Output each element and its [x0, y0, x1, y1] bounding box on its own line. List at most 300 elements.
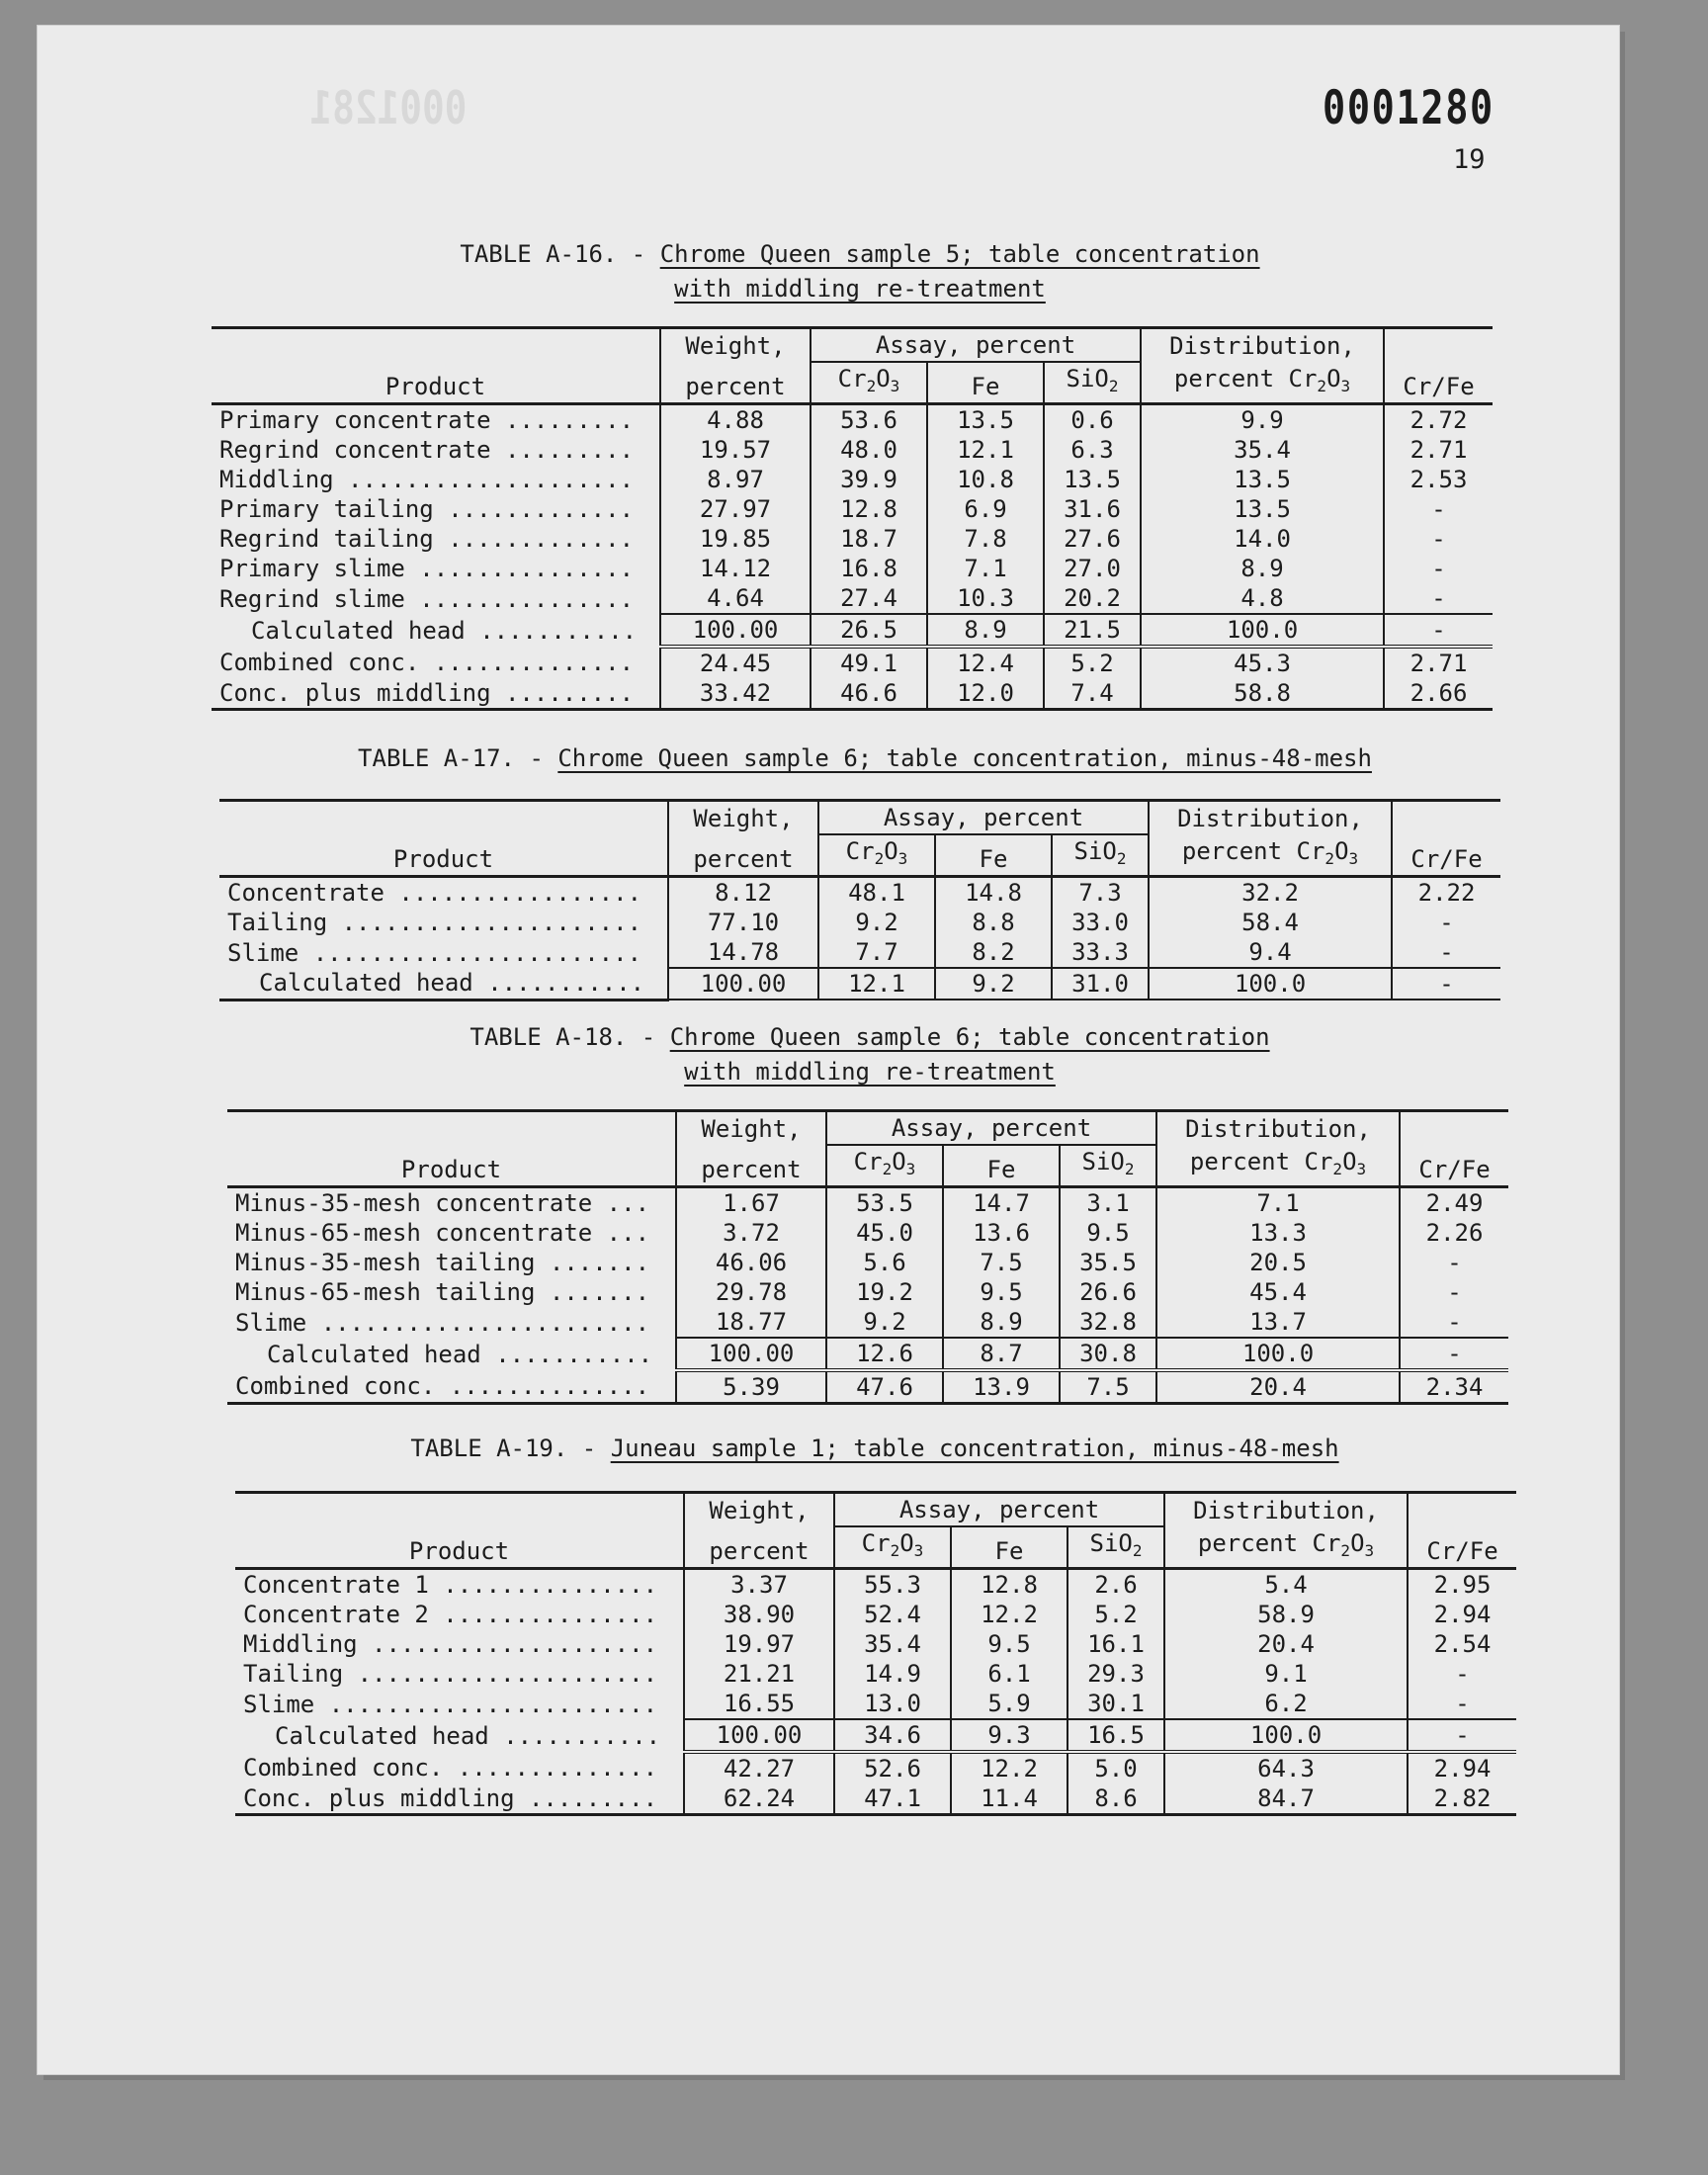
row-value: 2.6: [1068, 1569, 1164, 1601]
row-product-label: Conc. plus middling .........: [235, 1784, 684, 1815]
row-value: 2.53: [1384, 465, 1493, 494]
table-a19: [235, 1491, 1516, 1816]
weight-header: [668, 801, 818, 835]
row-value: 12.2: [951, 1752, 1068, 1784]
row-value: 7.7: [818, 937, 935, 968]
row-value: 5.2: [1044, 647, 1141, 678]
distribution-header-line1: Distribution,: [1185, 1115, 1371, 1143]
row-value: 8.6: [1068, 1784, 1164, 1815]
distribution-header-line1: Distribution,: [1177, 805, 1363, 832]
row-product-label: Primary tailing .............: [219, 495, 635, 523]
row-value: 48.1: [818, 877, 935, 909]
row-value: 20.5: [1156, 1248, 1400, 1277]
row-value: 5.2: [1068, 1600, 1164, 1629]
row-value: 5.4: [1164, 1569, 1408, 1601]
row-value: 13.9: [943, 1370, 1060, 1404]
fe-header-label: Fe: [986, 1156, 1016, 1183]
row-value: 100.00: [660, 614, 811, 647]
row-value: 10.8: [927, 465, 1044, 494]
table-row: [227, 1248, 1508, 1277]
row-value: 26.6: [1060, 1277, 1156, 1307]
row-value: 13.5: [1141, 494, 1384, 524]
row-value: 13.7: [1156, 1307, 1400, 1338]
row-value: 12.8: [951, 1569, 1068, 1601]
table-a19-title-line1: Juneau sample 1; table concentration, minus-48-mesh: [610, 1435, 1339, 1462]
table-row: [235, 1752, 1516, 1784]
row-product-label: Primary concentrate .........: [219, 406, 635, 434]
row-value: -: [1408, 1689, 1516, 1719]
row-value: 62.24: [684, 1784, 834, 1815]
sio2-header: SiO$_2$: [1044, 362, 1141, 404]
row-value: 12.1: [927, 435, 1044, 465]
row-product-label: Minus-65-mesh concentrate ...: [235, 1219, 650, 1247]
row-value: 100.0: [1164, 1719, 1408, 1752]
row-value: 52.4: [834, 1600, 951, 1629]
table-a18-title-line1: Chrome Queen sample 6; table concentration: [669, 1023, 1270, 1051]
row-product-label: Slime .......................: [235, 1308, 650, 1337]
row-value: 27.6: [1044, 524, 1141, 554]
table-a19-title: [356, 1432, 1394, 1466]
table-a17: [219, 799, 1500, 1001]
distribution-header-percent: percent $Cr_2O_3$: [1164, 1526, 1408, 1569]
table-row: [212, 465, 1493, 494]
product-header-label: Product: [392, 845, 494, 873]
row-value: 5.6: [826, 1248, 943, 1277]
row-value: 3.37: [684, 1569, 834, 1601]
sio2-header: SiO$_2$: [1060, 1145, 1156, 1187]
row-value: 52.6: [834, 1752, 951, 1784]
row-value: 35.4: [834, 1629, 951, 1659]
table-row: [227, 1307, 1508, 1338]
weight-header: [660, 328, 811, 363]
row-value: 6.9: [927, 494, 1044, 524]
row-value: 32.2: [1149, 877, 1392, 909]
row-value: 9.3: [951, 1719, 1068, 1752]
row-value: -: [1400, 1277, 1508, 1307]
row-value: 9.1: [1164, 1659, 1408, 1689]
row-value: 9.9: [1141, 404, 1384, 436]
row-value: 14.12: [660, 554, 811, 583]
row-value: -: [1384, 554, 1493, 583]
crfe-header: [1384, 328, 1493, 404]
row-value: 19.97: [684, 1629, 834, 1659]
distribution-header-line2: percent: [1173, 365, 1275, 392]
row-value: 46.06: [676, 1248, 826, 1277]
row-product-label: Slime .......................: [227, 938, 642, 967]
row-value: 19.2: [826, 1277, 943, 1307]
table-a19-prefix: TABLE A-19. -: [410, 1435, 611, 1462]
row-value: 13.5: [1141, 465, 1384, 494]
row-value: 21.21: [684, 1659, 834, 1689]
weight-header-percent: [684, 1526, 834, 1569]
table-row: [212, 524, 1493, 554]
crfe-header: [1400, 1111, 1508, 1187]
row-value: 45.3: [1141, 647, 1384, 678]
weight-header-line2: percent: [701, 1156, 802, 1183]
row-value: 12.1: [818, 968, 935, 1000]
row-value: 13.0: [834, 1689, 951, 1719]
product-header: [235, 1493, 684, 1569]
row-value: 9.2: [826, 1307, 943, 1338]
table-row: [235, 1784, 1516, 1815]
fe-header-label: Fe: [994, 1537, 1024, 1565]
row-value: -: [1392, 937, 1500, 968]
row-value: 2.72: [1384, 404, 1493, 436]
row-value: 2.82: [1408, 1784, 1516, 1815]
row-value: 8.9: [927, 614, 1044, 647]
row-value: 14.0: [1141, 524, 1384, 554]
weight-header-line2: percent: [685, 373, 786, 400]
row-value: 24.45: [660, 647, 811, 678]
row-value: 46.6: [811, 678, 927, 710]
table-row: [227, 1277, 1508, 1307]
row-value: 55.3: [834, 1569, 951, 1601]
weight-header-line1: Weight,: [709, 1497, 810, 1524]
row-value: 27.97: [660, 494, 811, 524]
document-number: 0001280: [1323, 81, 1494, 135]
distribution-header-line1: Distribution,: [1193, 1497, 1379, 1524]
table-row: [212, 583, 1493, 614]
product-header-label: Product: [400, 1156, 502, 1183]
crfe-header: [1408, 1493, 1516, 1569]
table-row: [235, 1629, 1516, 1659]
row-product-label: Slime .......................: [243, 1690, 658, 1718]
row-value: 29.78: [676, 1277, 826, 1307]
table-row: [212, 678, 1493, 710]
row-value: 8.9: [943, 1307, 1060, 1338]
row-value: 53.6: [811, 404, 927, 436]
table-row: [219, 908, 1500, 937]
cr2o3-header: $Cr_2O_3$: [818, 834, 935, 877]
table-row: [219, 937, 1500, 968]
row-product-label: Regrind tailing .............: [219, 525, 635, 553]
row-value: 29.3: [1068, 1659, 1164, 1689]
row-value: 34.6: [834, 1719, 951, 1752]
row-value: -: [1384, 614, 1493, 647]
table-a17-title: [297, 741, 1433, 776]
row-value: 100.00: [668, 968, 818, 1000]
row-value: 53.5: [826, 1187, 943, 1219]
row-value: 33.3: [1052, 937, 1149, 968]
distribution-header-percent: percent $Cr_2O_3$: [1156, 1145, 1400, 1187]
row-value: 12.6: [826, 1338, 943, 1370]
cr2o3-header: $Cr_2O_3$: [826, 1145, 943, 1187]
table-row: [212, 494, 1493, 524]
cr2o3-header: $Cr_2O_3$: [834, 1526, 951, 1569]
row-value: 2.26: [1400, 1218, 1508, 1248]
row-value: 100.00: [684, 1719, 834, 1752]
crfe-header-label: Cr/Fe: [1426, 1537, 1498, 1565]
row-value: 12.4: [927, 647, 1044, 678]
row-value: 2.94: [1408, 1752, 1516, 1784]
weight-header-line1: Weight,: [685, 332, 786, 360]
row-value: 47.1: [834, 1784, 951, 1815]
weight-header-line1: Weight,: [701, 1115, 802, 1143]
row-value: 2.49: [1400, 1187, 1508, 1219]
row-value: 8.7: [943, 1338, 1060, 1370]
table-a17-title-line1: Chrome Queen sample 6; table concentration, minus-48-mesh: [557, 744, 1372, 772]
row-value: 2.94: [1408, 1600, 1516, 1629]
table-row: [235, 1569, 1516, 1601]
assay-header: [834, 1493, 1164, 1527]
crfe-header-label: Cr/Fe: [1410, 845, 1483, 873]
sio2-header: SiO$_2$: [1052, 834, 1149, 877]
table-a16-title-line2: with middling re-treatment: [674, 275, 1046, 303]
row-product-label: Concentrate 2 ...............: [243, 1601, 658, 1628]
table-a18-title: [425, 1020, 1315, 1089]
row-value: 58.9: [1164, 1600, 1408, 1629]
row-value: 9.5: [1060, 1218, 1156, 1248]
row-value: 16.55: [684, 1689, 834, 1719]
row-product-label: Middling ....................: [219, 466, 635, 493]
table-row: [227, 1218, 1508, 1248]
row-value: 30.1: [1068, 1689, 1164, 1719]
row-value: -: [1392, 968, 1500, 1000]
row-value: 5.0: [1068, 1752, 1164, 1784]
row-value: 7.1: [927, 554, 1044, 583]
row-value: 45.4: [1156, 1277, 1400, 1307]
distribution-header-percent: percent $Cr_2O_3$: [1149, 834, 1392, 877]
crfe-header-label: Cr/Fe: [1418, 1156, 1491, 1183]
row-product-label: Conc. plus middling .........: [212, 678, 660, 710]
row-value: -: [1384, 494, 1493, 524]
row-value: 30.8: [1060, 1338, 1156, 1370]
row-value: 12.2: [951, 1600, 1068, 1629]
table-row: [227, 1338, 1508, 1370]
row-value: 6.2: [1164, 1689, 1408, 1719]
row-product-label: Minus-35-mesh concentrate ...: [235, 1189, 650, 1217]
assay-header: [818, 801, 1149, 835]
table-a16-title-line1: Chrome Queen sample 5; table concentration: [659, 240, 1260, 268]
row-value: 2.66: [1384, 678, 1493, 710]
row-value: 4.8: [1141, 583, 1384, 614]
row-value: 9.5: [951, 1629, 1068, 1659]
row-value: 0.6: [1044, 404, 1141, 436]
row-value: 21.5: [1044, 614, 1141, 647]
assay-header: [826, 1111, 1156, 1146]
row-value: 8.2: [935, 937, 1052, 968]
row-value: 20.4: [1156, 1370, 1400, 1404]
row-value: 16.8: [811, 554, 927, 583]
row-value: 6.1: [951, 1659, 1068, 1689]
row-value: 9.5: [943, 1277, 1060, 1307]
product-header: [212, 328, 660, 404]
assay-header: [811, 328, 1141, 363]
table-row: [219, 968, 1500, 1000]
assay-header-label: Assay, percent: [883, 804, 1084, 831]
table-row: [235, 1719, 1516, 1752]
row-value: 14.7: [943, 1187, 1060, 1219]
row-product-label: Tailing .....................: [227, 909, 642, 936]
row-value: 7.1: [1156, 1187, 1400, 1219]
fe-header: [951, 1526, 1068, 1569]
weight-header-percent: [676, 1145, 826, 1187]
table-a16: [212, 326, 1493, 711]
row-product-label: Calculated head ...........: [275, 1721, 661, 1750]
table-row: [219, 877, 1500, 909]
row-value: 19.85: [660, 524, 811, 554]
assay-header-label: Assay, percent: [898, 1496, 1100, 1523]
row-value: 3.1: [1060, 1187, 1156, 1219]
row-value: 9.2: [935, 968, 1052, 1000]
distribution-header-line1: Distribution,: [1169, 332, 1355, 360]
row-value: 16.1: [1068, 1629, 1164, 1659]
row-value: 27.4: [811, 583, 927, 614]
row-value: 49.1: [811, 647, 927, 678]
table-a18-title-line2: with middling re-treatment: [684, 1058, 1056, 1086]
product-header: [227, 1111, 676, 1187]
row-value: 100.00: [676, 1338, 826, 1370]
page-number: 19: [1453, 144, 1486, 175]
row-value: -: [1384, 583, 1493, 614]
row-value: 33.0: [1052, 908, 1149, 937]
row-product-label: Primary slime ...............: [219, 555, 635, 582]
row-product-label: Tailing .....................: [243, 1660, 658, 1688]
cr2o3-header: $Cr_2O_3$: [811, 362, 927, 404]
row-product-label: Calculated head ...........: [251, 616, 638, 645]
row-value: 39.9: [811, 465, 927, 494]
table-row: [212, 554, 1493, 583]
row-value: 6.3: [1044, 435, 1141, 465]
row-product-label: Combined conc. ..............: [219, 649, 635, 676]
weight-header: [676, 1111, 826, 1146]
row-product-label: Concentrate .................: [227, 879, 642, 907]
distribution-header-percent: percent $Cr_2O_3$: [1141, 362, 1384, 404]
table-a16-prefix: TABLE A-16. -: [460, 240, 660, 268]
table-row: [227, 1187, 1508, 1219]
row-value: 14.8: [935, 877, 1052, 909]
row-value: 8.8: [935, 908, 1052, 937]
table-a18-prefix: TABLE A-18. -: [470, 1023, 670, 1051]
row-value: 100.0: [1149, 968, 1392, 1000]
row-value: 18.7: [811, 524, 927, 554]
row-product-label: Calculated head ...........: [219, 968, 668, 1000]
row-value: -: [1408, 1659, 1516, 1689]
weight-header-line2: percent: [693, 845, 794, 873]
row-value: 31.6: [1044, 494, 1141, 524]
row-value: 7.3: [1052, 877, 1149, 909]
row-value: 7.5: [1060, 1370, 1156, 1404]
assay-header-label: Assay, percent: [875, 331, 1076, 359]
row-value: 2.54: [1408, 1629, 1516, 1659]
row-value: 35.4: [1141, 435, 1384, 465]
distribution-header: [1156, 1111, 1400, 1146]
table-row: [235, 1689, 1516, 1719]
table-row: [212, 435, 1493, 465]
row-value: -: [1400, 1307, 1508, 1338]
row-value: 2.34: [1400, 1370, 1508, 1404]
row-value: 1.67: [676, 1187, 826, 1219]
row-product-label: Combined conc. ..............: [243, 1754, 658, 1782]
row-value: -: [1400, 1248, 1508, 1277]
row-value: 26.5: [811, 614, 927, 647]
row-value: 9.4: [1149, 937, 1392, 968]
row-value: 4.64: [660, 583, 811, 614]
row-value: 10.3: [927, 583, 1044, 614]
row-value: 100.0: [1141, 614, 1384, 647]
distribution-header: [1149, 801, 1392, 835]
row-value: 20.2: [1044, 583, 1141, 614]
row-value: -: [1408, 1719, 1516, 1752]
row-value: 20.4: [1164, 1629, 1408, 1659]
row-value: 48.0: [811, 435, 927, 465]
row-value: 8.97: [660, 465, 811, 494]
product-header-label: Product: [408, 1537, 510, 1565]
table-a16-title: [415, 237, 1305, 306]
row-product-label: Calculated head ...........: [267, 1340, 653, 1368]
row-value: 27.0: [1044, 554, 1141, 583]
table-row: [212, 404, 1493, 436]
row-value: 7.5: [943, 1248, 1060, 1277]
row-value: 84.7: [1164, 1784, 1408, 1815]
product-header-label: Product: [384, 373, 486, 400]
row-product-label: Minus-35-mesh tailing .......: [235, 1249, 650, 1276]
product-header: [219, 801, 668, 877]
distribution-header-line2: percent: [1181, 837, 1283, 865]
row-value: 18.77: [676, 1307, 826, 1338]
fe-header: [935, 834, 1052, 877]
row-value: 13.6: [943, 1218, 1060, 1248]
row-value: 58.4: [1149, 908, 1392, 937]
table-a17-prefix: TABLE A-17. -: [358, 744, 558, 772]
row-value: 2.71: [1384, 435, 1493, 465]
row-product-label: Minus-65-mesh tailing .......: [235, 1278, 650, 1306]
row-value: 7.4: [1044, 678, 1141, 710]
sio2-header: SiO$_2$: [1068, 1526, 1164, 1569]
fe-header: [927, 362, 1044, 404]
row-value: -: [1392, 908, 1500, 937]
table-row: [212, 614, 1493, 647]
row-value: 58.8: [1141, 678, 1384, 710]
row-value: 31.0: [1052, 968, 1149, 1000]
row-value: 2.95: [1408, 1569, 1516, 1601]
row-value: 100.0: [1156, 1338, 1400, 1370]
table-row: [235, 1659, 1516, 1689]
row-value: 8.12: [668, 877, 818, 909]
row-value: 16.5: [1068, 1719, 1164, 1752]
row-value: 12.8: [811, 494, 927, 524]
table-a18: [227, 1109, 1508, 1405]
row-value: 33.42: [660, 678, 811, 710]
row-value: 13.5: [927, 404, 1044, 436]
row-value: 38.90: [684, 1600, 834, 1629]
row-product-label: Regrind slime ...............: [219, 584, 635, 613]
row-value: 13.5: [1044, 465, 1141, 494]
row-value: 12.0: [927, 678, 1044, 710]
row-value: 13.3: [1156, 1218, 1400, 1248]
fe-header: [943, 1145, 1060, 1187]
assay-header-label: Assay, percent: [891, 1114, 1092, 1142]
crfe-header: [1392, 801, 1500, 877]
weight-header-percent: [660, 362, 811, 404]
distribution-header-line2: percent: [1189, 1148, 1291, 1175]
row-value: 32.8: [1060, 1307, 1156, 1338]
row-value: -: [1384, 524, 1493, 554]
crfe-header-label: Cr/Fe: [1403, 373, 1475, 400]
row-value: 7.8: [927, 524, 1044, 554]
fe-header-label: Fe: [971, 373, 1000, 400]
row-value: 5.9: [951, 1689, 1068, 1719]
table-row: [235, 1600, 1516, 1629]
distribution-header: [1164, 1493, 1408, 1527]
table-row: [227, 1370, 1508, 1404]
row-product-label: Regrind concentrate .........: [219, 436, 635, 464]
row-value: 14.78: [668, 937, 818, 968]
row-value: 2.22: [1392, 877, 1500, 909]
weight-header-line2: percent: [709, 1537, 810, 1565]
distribution-header: [1141, 328, 1384, 363]
fe-header-label: Fe: [979, 845, 1008, 873]
